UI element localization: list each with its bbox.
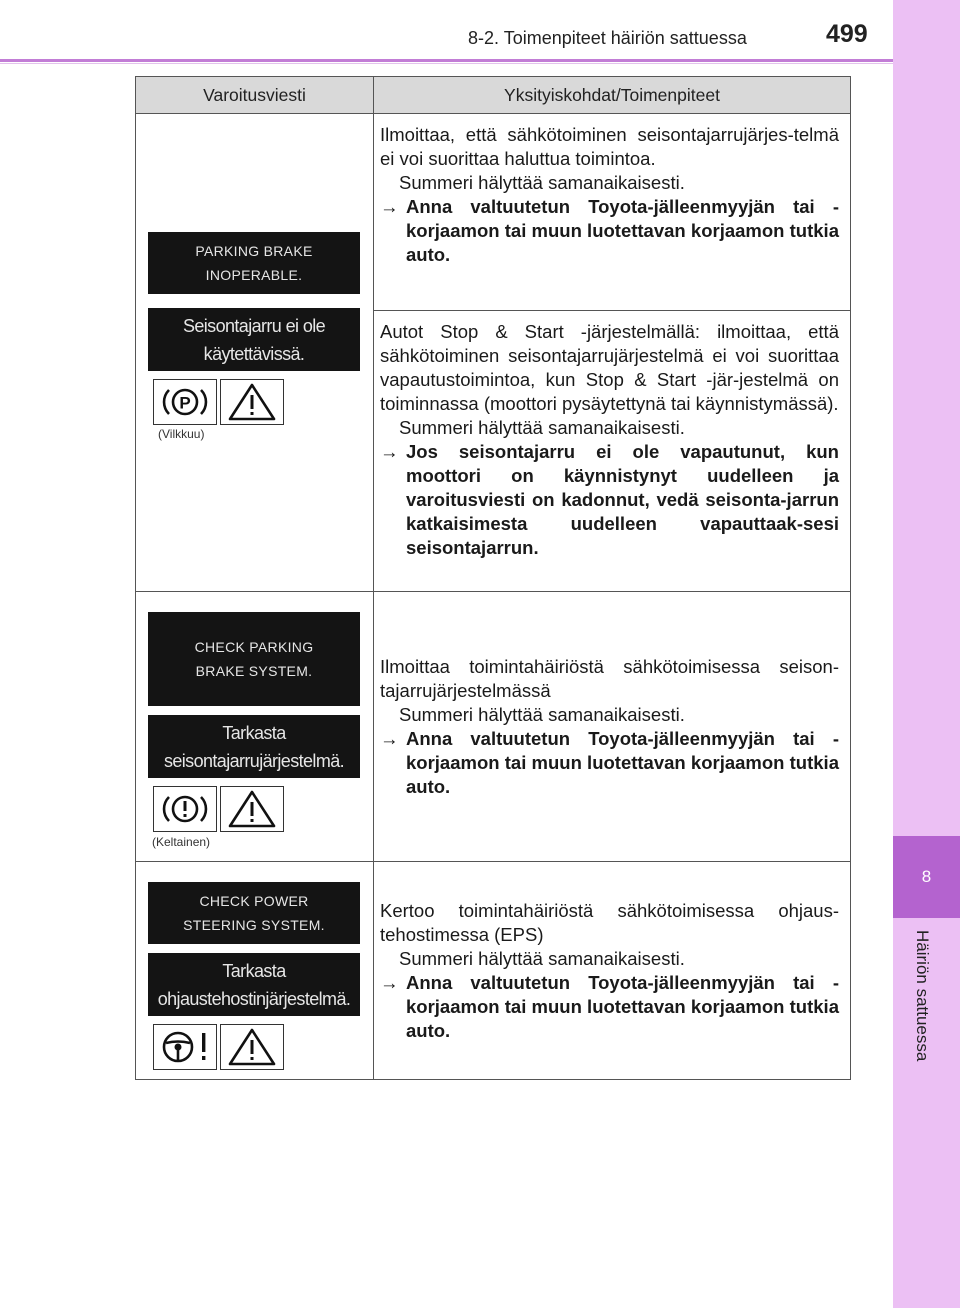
arrow-icon: →: [380, 728, 399, 749]
table-header-row: [136, 77, 851, 114]
warning-visual-cell: [136, 592, 374, 862]
buzzer-note: Summeri hälyttää samanaikaisesti.: [399, 948, 685, 969]
details-cell: [374, 592, 851, 862]
warning-message-display: CHECK PARKING BRAKE SYSTEM.: [148, 612, 360, 706]
indicator-caption: (Vilkkuu): [158, 427, 205, 441]
indicator-icon-group: [153, 786, 287, 832]
brake-system-icon: [153, 786, 217, 832]
action-instruction: → Anna valtuutetun Toyota-jälleenmyyjän tai -korjaamon tai muun luotettavan korjaamon tutkia auto.: [380, 728, 839, 797]
warning-visual-cell: [136, 862, 374, 1080]
buzzer-note: Summeri hälyttää samanaikaisesti.: [399, 417, 685, 438]
warning-message-display: PARKING BRAKE INOPERABLE.: [148, 232, 360, 294]
arrow-icon: →: [380, 972, 399, 993]
arrow-icon: →: [380, 441, 399, 462]
table-row: [136, 114, 851, 311]
power-steering-warning-icon: [153, 1024, 217, 1070]
svg-text:P: P: [179, 393, 191, 413]
warning-message-table: [135, 76, 851, 1080]
table-row: [136, 862, 851, 1080]
arrow-icon: →: [380, 196, 399, 217]
section-title: 8-2. Toimenpiteet häiriön sattuessa: [468, 28, 747, 48]
details-text: Ilmoittaa toimintahäiriöstä sähkötoimisessa seison-tajarrujärjestelmässä: [380, 656, 839, 701]
column-header-details: Yksityiskohdat/Toimenpiteet: [374, 77, 851, 114]
chapter-label: Häiriön sattuessa: [913, 930, 932, 1062]
warning-triangle-icon: [220, 1024, 284, 1070]
warning-message-display: CHECK POWER STEERING SYSTEM.: [148, 882, 360, 944]
details-cell: [374, 862, 851, 1080]
chapter-side-tab: [893, 0, 960, 1308]
buzzer-note: Summeri hälyttää samanaikaisesti.: [399, 704, 685, 725]
indicator-caption: (Keltainen): [152, 835, 211, 849]
warning-triangle-icon: [220, 786, 284, 832]
header-rule: [0, 59, 893, 62]
warning-message-display: Seisontajarru ei ole käytettävissä.: [148, 308, 360, 371]
warning-message-display: Tarkasta ohjaustehostinjärjestelmä.: [148, 953, 360, 1016]
details-text: Kertoo toimintahäiriöstä sähkötoimisessa ohjaus-tehostimessa (EPS): [380, 900, 839, 945]
details-text: Ilmoittaa, että sähkötoiminen seisontajarrujärjes-telmä ei voi suorittaa haluttua toimintoa.: [380, 124, 839, 169]
details-cell: [374, 311, 851, 592]
warning-visual-cell: [136, 114, 374, 592]
header-rule-secondary: [0, 63, 893, 64]
warning-triangle-icon: [220, 379, 284, 425]
column-header-message: Varoitusviesti: [136, 77, 374, 114]
indicator-icon-group: [153, 379, 287, 425]
details-text: Autot Stop & Start -järjestelmällä: ilmoittaa, että sähkötoiminen seisontajarrujärjestelmä ei voi suorittaa vapautustoimintoa, kun Stop & Start -jär-jestelmä on toiminnassa (moottori pysäytettynä tai käynnistymässä).: [380, 321, 839, 414]
details-cell: [374, 114, 851, 311]
buzzer-note: Summeri hälyttää samanaikaisesti.: [399, 172, 685, 193]
parking-brake-icon: [153, 379, 217, 425]
chapter-number: 8: [893, 836, 960, 918]
page-number: 499: [826, 20, 868, 48]
action-instruction: → Anna valtuutetun Toyota-jälleenmyyjän tai -korjaamon tai muun luotettavan korjaamon tutkia auto.: [380, 196, 839, 265]
action-instruction: → Jos seisontajarru ei ole vapautunut, kun moottori on käynnistynyt uudelleen ja varoitusviesti on kadonnut, vedä seisonta-jarrun katkaisimesta uudelleen vapauttaak-sesi seisontajarrun.: [380, 441, 839, 558]
action-instruction: → Anna valtuutetun Toyota-jälleenmyyjän tai -korjaamon tai muun luotettavan korjaamon tutkia auto.: [380, 972, 839, 1041]
warning-message-display: Tarkasta seisontajarrujärjestelmä.: [148, 715, 360, 778]
table-row: [136, 592, 851, 862]
indicator-icon-group: [153, 1024, 287, 1070]
